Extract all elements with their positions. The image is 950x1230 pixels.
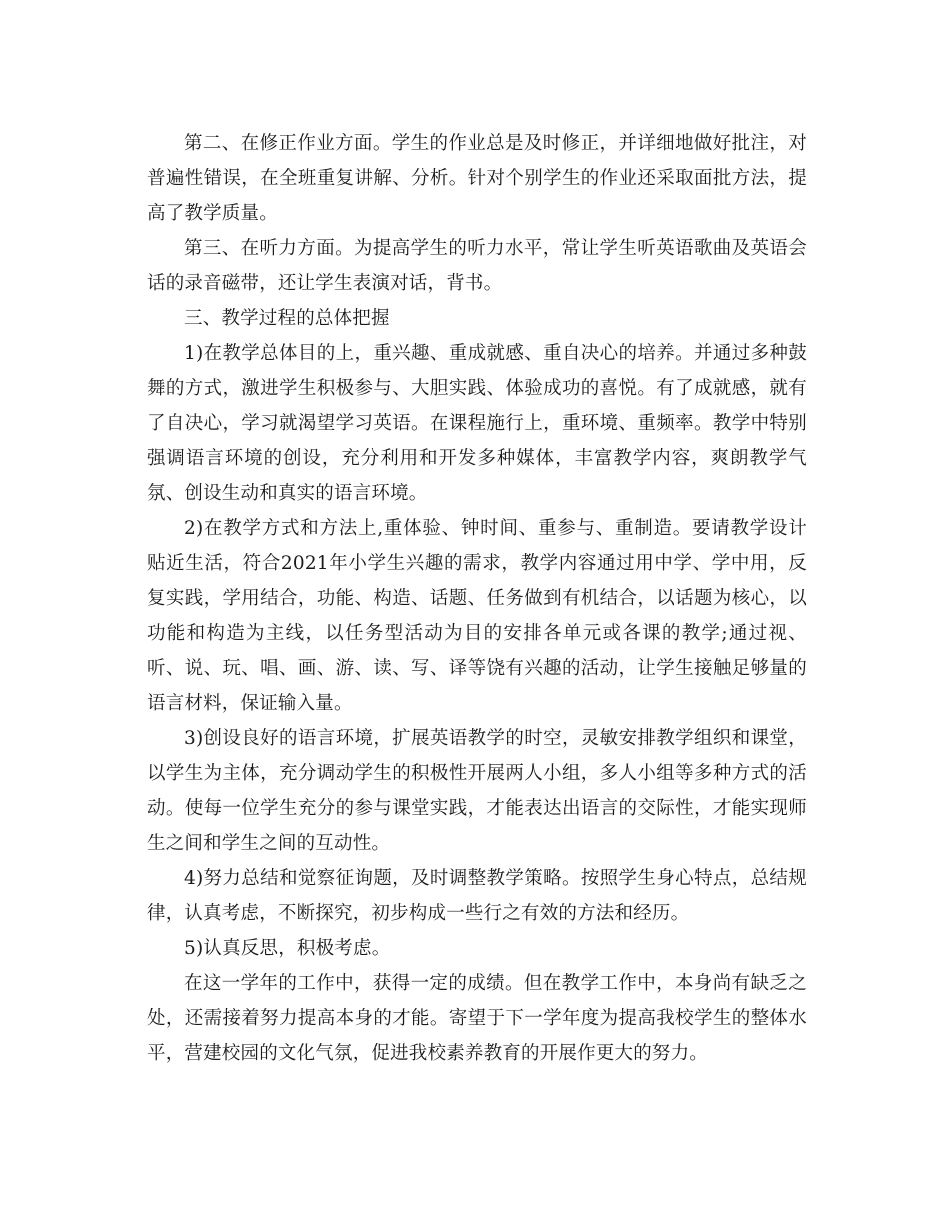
- paragraph-item-2: 2)在教学方式和方法上,重体验、钟时间、重参与、重制造。要请教学设计贴近生活，符合2021年小学生兴趣的需求，教学内容通过用中学、学中用，反复实践，学用结合，功能、构造、话题、任务做到有机结合，以话题为核心，以功能和构造为主线，以任务型活动为目的安排各单元或各课的教学;通过视、听、说、玩、唱、画、游、读、写、译等饶有兴趣的活动，让学生接触足够量的语言材料，保证输入量。: [147, 518, 807, 714]
- paragraph-item-4: 4)努力总结和觉察征询题，及时调整教学策略。按照学生身心特点，总结规律，认真考虑，不断探究，初步构成一些行之有效的方法和经历。: [147, 868, 807, 924]
- paragraph-item-1: 1)在教学总体目的上，重兴趣、重成就感、重自决心的培养。并通过多种鼓舞的方式，激进学生积极参与、大胆实践、体验成功的喜悦。有了成就感，就有了自决心，学习就渴望学习英语。在课程施行上，重环境、重频率。教学中特别强调语言环境的创设，充分利用和开发多种媒体，丰富教学内容，爽朗教学气氛、创设生动和真实的语言环境。: [147, 343, 807, 504]
- paragraph-item-5: 5)认真反思，积极考虑。: [184, 938, 391, 959]
- paragraph-listening: 第三、在听力方面。为提高学生的听力水平，常让学生听英语歌曲及英语会话的录音磁带，还让学生表演对话，背书。: [147, 238, 807, 294]
- document-body: [147, 126, 807, 1071]
- paragraph-correction: 第二、在修正作业方面。学生的作业总是及时修正，并详细地做好批注，对普遍性错误，在全班重复讲解、分析。针对个别学生的作业还采取面批方法，提高了教学质量。: [147, 133, 807, 224]
- paragraph-conclusion: 在这一学年的工作中，获得一定的成绩。但在教学工作中，本身尚有缺乏之处，还需接着努力提高本身的才能。寄望于下一学年度为提高我校学生的整体水平，营建校园的文化气氛，促进我校素养教育的开展作更大的努力。: [147, 973, 807, 1064]
- paragraph-item-3: 3)创设良好的语言环境，扩展英语教学的时空，灵敏安排教学组织和课堂，以学生为主体，充分调动学生的积极性开展两人小组，多人小组等多种方式的活动。使每一位学生充分的参与课堂实践，才能表达出语言的交际性，才能实现师生之间和学生之间的互动性。: [147, 728, 807, 854]
- section-heading: 三、教学过程的总体把握: [184, 308, 390, 329]
